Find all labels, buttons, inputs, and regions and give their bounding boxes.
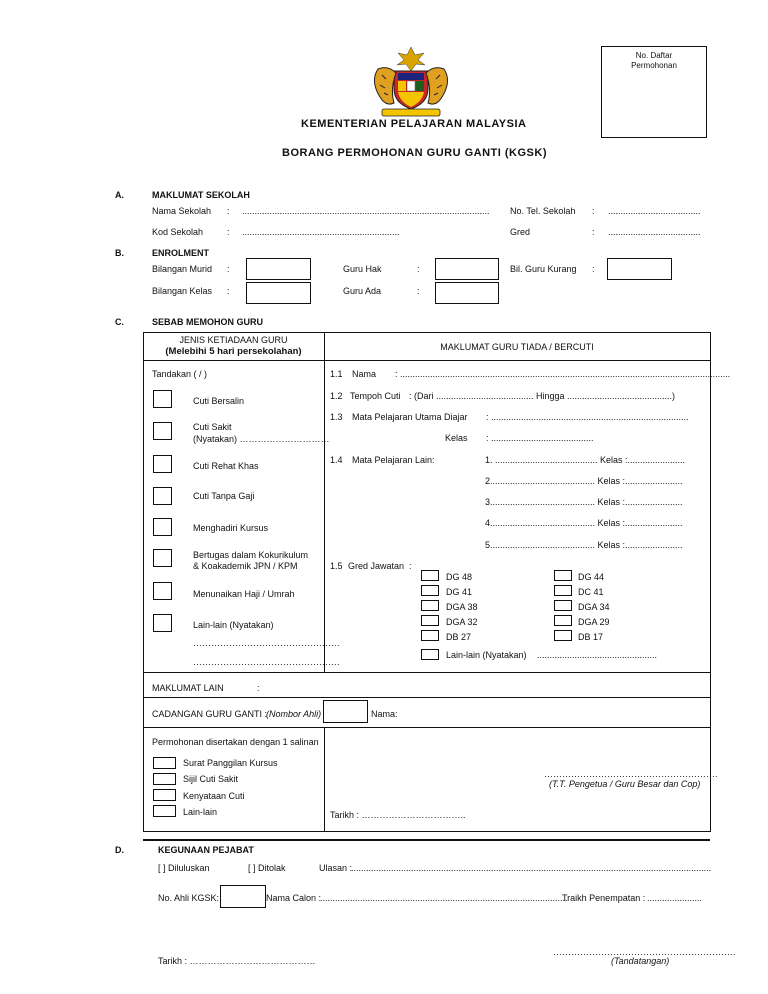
no-tel-field[interactable]: ..................................... [608, 206, 701, 216]
attachment-checkbox[interactable] [153, 757, 176, 769]
ditolak-option[interactable]: [ ] Ditolak [248, 863, 286, 873]
gred-checkbox[interactable] [554, 570, 572, 581]
ulasan-label: Ulasan : [319, 863, 353, 873]
mata-pelajaran-lain-row[interactable]: 5.......................................... Kelas :....................... [485, 540, 683, 550]
reason-dots[interactable]: …………………………………………. [193, 657, 340, 667]
gred-option: DGA 34 [578, 602, 610, 612]
maklumat-lain-label: MAKLUMAT LAIN [152, 683, 224, 693]
gred-checkbox[interactable] [554, 630, 572, 641]
guru-hak-label: Guru Hak [343, 264, 382, 274]
gred-option: DGA 29 [578, 617, 610, 627]
gred-checkbox[interactable] [554, 615, 572, 626]
colon: : [592, 227, 595, 237]
kelas-field[interactable]: : ......................................... [486, 433, 594, 443]
section-d-letter: D. [115, 845, 124, 855]
mata-pelajaran-label: Mata Pelajaran Utama Diajar [352, 412, 468, 422]
tarikh-penempatan-label: Traikh Penempatan : [562, 893, 646, 903]
section-b-title: ENROLMENT [152, 248, 209, 258]
gred-label: Gred [510, 227, 531, 237]
attachment-label: Lain-lain [183, 807, 218, 817]
attachment-title: Permohonan disertakan dengan 1 salinan [152, 737, 319, 747]
mata-pelajaran-lain-label: Mata Pelajaran Lain: [352, 455, 435, 465]
gred-checkbox[interactable] [554, 585, 572, 596]
reason-label: & Koakademik JPN / KPM [193, 561, 298, 571]
colon: : [417, 264, 420, 274]
tarikh-field[interactable]: Tarikh : …………………………….. [330, 810, 466, 820]
tempoh-cuti-label: Tempoh Cuti [350, 391, 401, 401]
colon: : [257, 683, 260, 693]
colon: : [592, 206, 595, 216]
attachment-checkbox[interactable] [153, 805, 176, 817]
nama-label: Nama [352, 369, 377, 379]
col2-header: MAKLUMAT GURU TIADA / BERCUTI [440, 342, 594, 352]
diluluskan-option[interactable]: [ ] Diluluskan [158, 863, 210, 873]
reason-dots[interactable]: …………………………………………. [193, 638, 340, 648]
reason-label: Lain-lain (Nyatakan) [193, 620, 274, 630]
table-rule [143, 672, 710, 673]
colon: : [227, 286, 230, 296]
gred-option: DG 44 [578, 572, 605, 582]
guru-ada-input[interactable] [435, 282, 499, 304]
reason-label: Cuti Bersalin [193, 396, 245, 406]
reason-label: Menunaikan Haji / Umrah [193, 589, 295, 599]
bil-guru-kurang-label: Bil. Guru Kurang [510, 264, 577, 274]
bil-guru-kurang-input[interactable] [607, 258, 672, 280]
bilangan-kelas-label: Bilangan Kelas [152, 286, 213, 296]
reason-checkbox[interactable] [153, 614, 172, 632]
field-number: 1.5 [330, 561, 343, 571]
reason-label: Cuti Rehat Khas [193, 461, 259, 471]
attachment-checkbox[interactable] [153, 773, 176, 785]
bilangan-kelas-input[interactable] [246, 282, 311, 304]
reason-checkbox[interactable] [153, 487, 172, 505]
colon: : [417, 286, 420, 296]
ministry-title: KEMENTERIAN PELAJARAN MALAYSIA [301, 118, 527, 130]
attachment-label: Kenyataan Cuti [183, 791, 245, 801]
gred-checkbox[interactable] [554, 600, 572, 611]
tempoh-cuti-field[interactable]: : (Dari ....................................... Hingga ..........................................) [409, 391, 676, 401]
gred-option: DB 17 [578, 632, 604, 642]
table-divider [324, 332, 325, 672]
bilangan-murid-label: Bilangan Murid [152, 264, 213, 274]
table-rule [143, 697, 710, 698]
field-number: 1.3 [330, 412, 343, 422]
reason-checkbox[interactable] [153, 390, 172, 408]
reason-label: (Nyatakan) ………………………… [193, 434, 330, 444]
tarikh-pejabat-field[interactable]: Tarikh : …………………………………… [158, 956, 316, 966]
gred-jawatan-label: Gred Jawatan [348, 561, 405, 571]
section-d-rule [143, 839, 710, 841]
guru-hak-input[interactable] [435, 258, 499, 280]
kod-sekolah-field[interactable]: ............................................................... [242, 227, 400, 237]
mata-pelajaran-lain-row[interactable]: 3.......................................... Kelas :....................... [485, 497, 683, 507]
reason-label: Menghadiri Kursus [193, 523, 269, 533]
colon: : [227, 206, 230, 216]
nama-calon-label: Nama Calon : [266, 893, 322, 903]
table-divider [324, 727, 325, 831]
bilangan-murid-input[interactable] [246, 258, 311, 280]
section-a-letter: A. [115, 190, 124, 200]
field-number: 1.4 [330, 455, 343, 465]
gred-option: DB 27 [446, 632, 472, 642]
signature-line[interactable]: …………………………………………………. [544, 769, 718, 779]
registry-label-1: No. Daftar [635, 51, 673, 60]
field-number: 1.1 [330, 369, 343, 379]
table-rule [143, 727, 710, 728]
section-c-table [143, 332, 711, 832]
mata-pelajaran-field[interactable]: : ............................................................................... [486, 412, 689, 422]
reason-label: Bertugas dalam Kokurikulum [193, 550, 309, 560]
no-tel-label: No. Tel. Sekolah [510, 206, 576, 216]
tandatangan-caption: (Tandatangan) [611, 956, 670, 966]
nombor-ahli-label: (Nombor Ahli) [266, 709, 322, 719]
no-ahli-kgsk-input[interactable] [220, 885, 266, 908]
reason-checkbox[interactable] [153, 518, 172, 536]
signature-caption: (T.T. Pengetua / Guru Besar dan Cop) [549, 779, 701, 789]
tandakan-label: Tandakan ( / ) [152, 369, 208, 379]
section-c-letter: C. [115, 317, 124, 327]
colon: : [409, 561, 412, 571]
mata-pelajaran-lain-row[interactable]: 4.......................................... Kelas :....................... [485, 518, 683, 528]
gred-checkbox[interactable] [421, 600, 439, 611]
mata-pelajaran-lain-row[interactable]: 2.......................................... Kelas :....................... [485, 476, 683, 486]
guru-ada-label: Guru Ada [343, 286, 382, 296]
gred-checkbox[interactable] [421, 649, 439, 660]
table-rule [143, 360, 710, 361]
gred-option: DG 41 [446, 587, 473, 597]
colon: : [592, 264, 595, 274]
coat-of-arms-icon [368, 45, 454, 121]
section-d-title: KEGUNAAN PEJABAT [158, 845, 254, 855]
kelas-label: Kelas [445, 433, 468, 443]
registry-label-2: Permohonan [631, 61, 677, 70]
attachment-label: Sijil Cuti Sakit [183, 774, 239, 784]
nama-calon-field[interactable]: ................................................................................................... [320, 893, 568, 903]
gred-other-label: Lain-lain (Nyatakan) [446, 650, 527, 660]
gred-checkbox[interactable] [421, 585, 439, 596]
gred-option: DG 48 [446, 572, 473, 582]
colon: : [227, 264, 230, 274]
tarikh-penempatan-field[interactable]: ...................... [647, 893, 703, 903]
reason-checkbox[interactable] [153, 582, 172, 600]
gred-option: DGA 38 [446, 602, 478, 612]
tandatangan-line[interactable]: ……………………………………………………. [553, 947, 736, 957]
ulasan-field[interactable]: ................................................................................................................................................ [351, 863, 712, 873]
attachment-checkbox[interactable] [153, 789, 176, 801]
attachment-label: Surat Panggilan Kursus [183, 758, 278, 768]
section-b-letter: B. [115, 248, 124, 258]
cadangan-label: CADANGAN GURU GANTI : [152, 709, 268, 719]
gred-checkbox[interactable] [421, 630, 439, 641]
no-ahli-kgsk-label: No. Ahli KGSK: [158, 893, 220, 903]
kod-sekolah-label: Kod Sekolah [152, 227, 204, 237]
reason-label: Cuti Sakit [193, 422, 232, 432]
col1-header: JENIS KETIADAAN GURU [179, 335, 288, 345]
gred-other-field[interactable]: ................................................ [537, 650, 658, 660]
colon: : [227, 227, 230, 237]
col1-subheader: (Melebihi 5 hari persekolahan) [165, 346, 302, 357]
section-c-title: SEBAB MEMOHON GURU [152, 317, 264, 327]
nombor-ahli-input[interactable] [323, 700, 368, 723]
nama-guru-ganti-label: Nama: [371, 709, 398, 719]
mata-pelajaran-lain-row[interactable]: 1. ......................................... Kelas :....................... [485, 455, 686, 465]
gred-field[interactable]: ..................................... [608, 227, 701, 237]
gred-checkbox[interactable] [421, 570, 439, 581]
form-title: BORANG PERMOHONAN GURU GANTI (KGSK) [282, 147, 547, 159]
reason-checkbox[interactable] [153, 422, 172, 440]
reason-label: Cuti Tanpa Gaji [193, 491, 255, 501]
gred-option: DGA 32 [446, 617, 478, 627]
registry-number-box[interactable] [601, 46, 707, 138]
reason-checkbox[interactable] [153, 455, 172, 473]
nama-sekolah-label: Nama Sekolah [152, 206, 212, 216]
gred-option: DC 41 [578, 587, 604, 597]
reason-checkbox[interactable] [153, 549, 172, 567]
nama-sekolah-field[interactable]: ................................................................................................... [242, 206, 490, 216]
gred-checkbox[interactable] [421, 615, 439, 626]
section-a-title: MAKLUMAT SEKOLAH [152, 190, 250, 200]
nama-field[interactable]: : .................................................................................................................................... [395, 369, 731, 379]
field-number: 1.2 [330, 391, 343, 401]
